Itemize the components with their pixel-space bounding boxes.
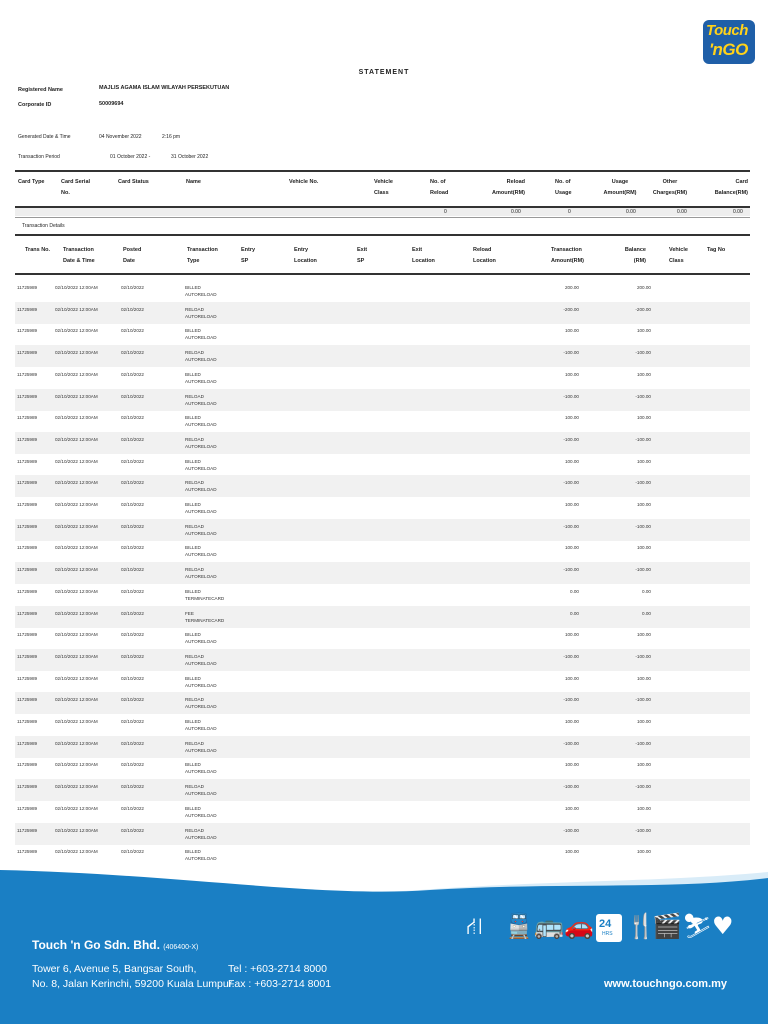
tx-balance: -100.00: [635, 784, 651, 790]
tx-posted-date: 02/10/2022: [121, 328, 144, 334]
summary-no-reload: 0: [444, 209, 447, 215]
tx-trans-no: 11725989: [17, 458, 38, 464]
tx-trans-no: 11725989: [17, 653, 38, 659]
reload-amount-header: Reload Amount(RM): [492, 179, 525, 196]
tx-posted-date: 02/10/2022: [121, 480, 144, 486]
card-summary-row: [15, 208, 750, 216]
tx-datetime-header: Transaction Date & Time: [63, 247, 95, 264]
tx-amount: 100.00: [564, 675, 579, 681]
card-balance-header: Card Balance(RM): [714, 179, 748, 196]
tx-type: BILLED AUTORELOAD: [185, 328, 217, 341]
website-link[interactable]: www.touchngo.com.my: [604, 978, 728, 990]
tx-amount: 100.00: [564, 328, 579, 334]
tx-datetime: 02/10/2022 12:00AM: [55, 502, 98, 507]
tx-posted-date: 02/10/2022: [121, 371, 144, 377]
bus-icon: 🚌: [534, 912, 564, 940]
tx-vehicle-class-header: Vehicle Class: [669, 247, 688, 264]
reload-location-header: Reload Location: [473, 247, 496, 264]
table-row: [15, 649, 750, 671]
tx-type: BILLED AUTORELOAD: [185, 805, 217, 818]
recreation-icon: ⛷: [682, 912, 713, 940]
tx-trans-no: 11725989: [17, 567, 38, 573]
tx-amount: 100.00: [564, 458, 579, 464]
tx-trans-no: 11725989: [17, 306, 38, 312]
tx-datetime: 02/10/2022 12:00AM: [55, 719, 98, 724]
heart-icon: ♥: [712, 912, 734, 940]
food-icon: 🍴: [626, 912, 656, 940]
tx-posted-date: 02/10/2022: [121, 567, 144, 573]
tx-amount: 200.00: [564, 285, 579, 290]
tx-amount: 100.00: [564, 415, 579, 421]
table-row: [15, 823, 750, 845]
tx-type: RELOAD AUTORELOAD: [185, 480, 217, 493]
company-name: Touch 'n Go Sdn. Bhd. (406400-X): [32, 938, 199, 952]
summary-usage-amount: 0.00: [626, 209, 636, 215]
tx-datetime: 02/10/2022 12:00AM: [55, 653, 98, 659]
tx-type: RELOAD AUTORELOAD: [185, 306, 217, 319]
tx-trans-no: 11725989: [17, 523, 38, 529]
summary-card-balance: 0.00: [733, 209, 743, 215]
no-usage-header: No. of Usage: [555, 179, 572, 196]
tx-type: BILLED AUTORELOAD: [185, 502, 217, 514]
tx-trans-no: 11725989: [17, 762, 38, 768]
table-row: [15, 736, 750, 758]
tx-type: RELOAD AUTORELOAD: [185, 523, 217, 536]
tx-trans-no: 11725989: [17, 393, 38, 399]
tx-trans-no: 11725989: [17, 502, 38, 507]
registered-name-value: MAJLIS AGAMA ISLAM WILAYAH PERSEKUTUAN: [99, 85, 230, 91]
entry-sp-header: Entry SP: [241, 247, 256, 264]
tx-posted-date: 02/10/2022: [121, 805, 144, 811]
table-row: [15, 302, 750, 324]
tx-amount: -100.00: [563, 740, 579, 746]
tx-amount: 0.00: [570, 588, 579, 594]
table-row: [15, 475, 750, 497]
generated-time: 2:16 pm: [162, 134, 181, 140]
tx-trans-no: 11725989: [17, 610, 38, 616]
name-header: Name: [186, 179, 201, 185]
tx-amount: 100.00: [564, 805, 579, 811]
tx-datetime: 02/10/2022 12:00AM: [55, 480, 98, 486]
card-type-header: Card Type: [18, 179, 45, 185]
table-row: [15, 606, 750, 628]
tx-trans-no: 11725989: [17, 480, 38, 486]
tx-datetime: 02/10/2022 12:00AM: [55, 523, 98, 529]
tx-datetime: 02/10/2022 12:00AM: [55, 849, 98, 855]
tx-amount: -100.00: [563, 784, 579, 790]
tx-posted-date: 02/10/2022: [121, 849, 144, 855]
tx-datetime: 02/10/2022 12:00AM: [55, 545, 98, 551]
tx-datetime: 02/10/2022 12:00AM: [55, 328, 98, 334]
table-row: [15, 779, 750, 801]
tx-balance: -100.00: [635, 740, 651, 746]
tx-balance: 100.00: [636, 502, 651, 507]
summary-other-charges: 0.00: [677, 209, 687, 215]
tx-balance: 100.00: [636, 719, 651, 724]
tx-amount: -100.00: [563, 393, 579, 399]
tx-balance: 0.00: [642, 610, 651, 616]
corporate-id-label: Corporate ID: [18, 102, 52, 108]
tx-balance: -100.00: [635, 436, 651, 442]
tx-posted-date: 02/10/2022: [121, 502, 144, 507]
tx-trans-no: 11725989: [17, 827, 38, 833]
tx-datetime: 02/10/2022 12:00AM: [55, 632, 98, 638]
table-row: [15, 584, 750, 606]
tx-trans-no: 11725989: [17, 697, 38, 703]
tx-balance: -100.00: [635, 480, 651, 486]
tx-amount: -100.00: [563, 350, 579, 356]
tx-datetime: 02/10/2022 12:00AM: [55, 567, 98, 573]
tx-trans-no: 11725989: [17, 436, 38, 442]
table-row: [15, 519, 750, 541]
table-row: [15, 454, 750, 476]
summary-no-usage: 0: [568, 209, 571, 215]
tx-balance: 100.00: [636, 545, 651, 551]
tx-amount: 100.00: [564, 762, 579, 768]
tx-type-header: Transaction Type: [187, 247, 218, 264]
tx-posted-date: 02/10/2022: [121, 436, 144, 442]
tx-trans-no: 11725989: [17, 350, 38, 356]
tx-balance: -100.00: [635, 393, 651, 399]
tx-balance: 100.00: [636, 371, 651, 377]
tx-amount: 100.00: [564, 545, 579, 551]
tx-posted-date: 02/10/2022: [121, 350, 144, 356]
tx-datetime: 02/10/2022 12:00AM: [55, 610, 98, 616]
tx-type: BILLED AUTORELOAD: [185, 632, 217, 645]
tx-trans-no: 11725989: [17, 415, 38, 421]
tx-posted-date: 02/10/2022: [121, 523, 144, 529]
table-row: [15, 671, 750, 693]
tx-posted-date: 02/10/2022: [121, 415, 144, 421]
usage-amount-header: Usage Amount(RM): [603, 179, 637, 196]
tx-trans-no: 11725989: [17, 545, 38, 551]
tx-datetime: 02/10/2022 12:00AM: [55, 415, 98, 421]
cinema-icon: 🎬: [652, 912, 682, 940]
table-row: [15, 432, 750, 454]
tx-amount: -100.00: [563, 436, 579, 442]
tx-posted-date: 02/10/2022: [121, 306, 144, 312]
tx-datetime: 02/10/2022 12:00AM: [55, 306, 98, 312]
footer-icons: [464, 912, 744, 946]
tx-trans-no: 11725989: [17, 675, 38, 681]
tx-balance: 200.00: [636, 285, 651, 290]
tx-datetime: 02/10/2022 12:00AM: [55, 784, 98, 790]
tx-balance: -100.00: [635, 827, 651, 833]
tx-datetime: 02/10/2022 12:00AM: [55, 393, 98, 399]
tx-table-header-rule: [15, 273, 750, 275]
table-row: [15, 497, 750, 519]
tx-type: BILLED AUTORELOAD: [185, 415, 217, 428]
posted-date-header: Posted Date: [123, 247, 142, 264]
summary-reload-amount: 0.00: [511, 209, 521, 215]
tx-amount: 100.00: [564, 502, 579, 507]
card-serial-header: Card Serial No.: [61, 179, 91, 196]
tx-type: BILLED AUTORELOAD: [185, 675, 217, 688]
tx-balance: 100.00: [636, 675, 651, 681]
tx-amount: -200.00: [563, 306, 579, 312]
tx-trans-no: 11725989: [17, 632, 38, 638]
tx-datetime: 02/10/2022 12:00AM: [55, 458, 98, 464]
tx-amount: -100.00: [563, 827, 579, 833]
highway-icon: ⛙: [466, 912, 483, 940]
tx-amount: 100.00: [564, 849, 579, 855]
tx-datetime: 02/10/2022 12:00AM: [55, 350, 98, 356]
tx-type: BILLED AUTORELOAD: [185, 719, 217, 731]
vehicle-no-header: Vehicle No.: [289, 179, 319, 185]
tx-amount: 0.00: [570, 610, 579, 616]
tx-posted-date: 02/10/2022: [121, 545, 144, 551]
tx-trans-no: 11725989: [17, 805, 38, 811]
table-row: [15, 627, 750, 649]
car-icon: 🚗: [564, 912, 594, 940]
table-row: [15, 844, 750, 866]
tx-datetime: 02/10/2022 12:00AM: [55, 371, 98, 377]
table-row: [15, 801, 750, 823]
tx-trans-no: 11725989: [17, 285, 38, 290]
tx-type: BILLED AUTORELOAD: [185, 849, 217, 862]
tx-type: RELOAD AUTORELOAD: [185, 827, 217, 840]
trans-no-header: Trans No.: [25, 247, 51, 253]
page-title: STATEMENT: [358, 69, 410, 76]
tx-trans-no: 11725989: [17, 371, 38, 377]
tx-type: BILLED AUTORELOAD: [185, 458, 217, 471]
tx-type: BILLED AUTORELOAD: [185, 545, 217, 558]
tx-datetime: 02/10/2022 12:00AM: [55, 697, 98, 703]
tx-datetime: 02/10/2022 12:00AM: [55, 285, 98, 290]
tx-balance: -100.00: [635, 350, 651, 356]
table-row: [15, 757, 750, 779]
tag-no-header: Tag No: [707, 247, 726, 253]
tx-balance: 0.00: [642, 588, 651, 594]
company-contacts: Tel : +603-2714 8000 Fax : +603-2714 8001: [228, 963, 332, 990]
tx-datetime: 02/10/2022 12:00AM: [55, 827, 98, 833]
no-reload-header: No. of Reload: [430, 179, 449, 196]
tx-type: RELOAD AUTORELOAD: [185, 697, 217, 710]
tx-balance: 100.00: [636, 328, 651, 334]
tx-amount: -100.00: [563, 480, 579, 486]
entry-location-header: Entry Location: [294, 247, 317, 264]
tx-type: RELOAD AUTORELOAD: [185, 436, 217, 449]
tx-balance: 100.00: [636, 632, 651, 638]
period-to: 31 October 2022: [171, 154, 209, 160]
tx-type: BILLED AUTORELOAD: [185, 285, 217, 297]
24hrs-icon: 24 HRS: [596, 914, 622, 942]
tx-amount: -100.00: [563, 697, 579, 703]
other-charges-header: Other Charges(RM): [652, 179, 688, 196]
tx-trans-no: 11725989: [17, 588, 38, 594]
tx-balance: 100.00: [636, 762, 651, 768]
tx-balance: 100.00: [636, 415, 651, 421]
tx-posted-date: 02/10/2022: [121, 588, 144, 594]
table-row: [15, 714, 750, 736]
exit-sp-header: Exit SP: [357, 247, 368, 264]
tx-posted-date: 02/10/2022: [121, 393, 144, 399]
tx-posted-date: 02/10/2022: [121, 653, 144, 659]
card-status-header: Card Status: [118, 179, 149, 185]
table-row: [15, 410, 750, 432]
tx-trans-no: 11725989: [17, 849, 38, 855]
tx-balance: -100.00: [635, 697, 651, 703]
tx-posted-date: 02/10/2022: [121, 697, 144, 703]
corporate-id-value: 50009694: [99, 101, 124, 107]
tx-balance: 100.00: [636, 458, 651, 464]
generated-label: Generated Date & Time: [18, 134, 71, 140]
tx-posted-date: 02/10/2022: [121, 784, 144, 790]
table-row: [15, 692, 750, 714]
tx-table-top-rule: [15, 234, 750, 236]
tx-amount: 100.00: [564, 719, 579, 724]
tx-type: RELOAD AUTORELOAD: [185, 393, 217, 406]
transaction-details-label: Transaction Details: [22, 223, 65, 229]
summary-bottom-rule: [15, 217, 750, 218]
period-from: 01 October 2022 -: [110, 154, 151, 160]
table-row: [15, 389, 750, 411]
tx-datetime: 02/10/2022 12:00AM: [55, 805, 98, 811]
logo-line1: Touch: [706, 22, 748, 39]
tx-amount: -100.00: [563, 523, 579, 529]
tx-amount-header: Transaction Amount(RM): [551, 247, 584, 264]
tx-balance: -100.00: [635, 653, 651, 659]
table-row: [15, 540, 750, 562]
balance-header: Balance (RM): [624, 247, 646, 264]
tx-posted-date: 02/10/2022: [121, 632, 144, 638]
tx-posted-date: 02/10/2022: [121, 762, 144, 768]
tx-posted-date: 02/10/2022: [121, 675, 144, 681]
exit-location-header: Exit Location: [412, 247, 435, 264]
train-icon: 🚆: [504, 912, 534, 940]
tx-posted-date: 02/10/2022: [121, 610, 144, 616]
tx-type: FEE TERMINATECARD: [185, 610, 225, 623]
table-row: [15, 367, 750, 389]
tx-type: RELOAD AUTORELOAD: [185, 740, 217, 753]
table-row: [15, 345, 750, 367]
tx-datetime: 02/10/2022 12:00AM: [55, 588, 98, 594]
tx-posted-date: 02/10/2022: [121, 458, 144, 464]
tx-balance: -100.00: [635, 567, 651, 573]
tx-posted-date: 02/10/2022: [121, 285, 144, 290]
tx-amount: -100.00: [563, 653, 579, 659]
tx-datetime: 02/10/2022 12:00AM: [55, 740, 98, 746]
tx-type: BILLED AUTORELOAD: [185, 371, 217, 384]
tx-posted-date: 02/10/2022: [121, 740, 144, 746]
tx-balance: 100.00: [636, 805, 651, 811]
tx-trans-no: 11725989: [17, 328, 38, 334]
tx-trans-no: 11725989: [17, 784, 38, 790]
tx-datetime: 02/10/2022 12:00AM: [55, 762, 98, 768]
tx-posted-date: 02/10/2022: [121, 719, 144, 724]
tx-datetime: 02/10/2022 12:00AM: [55, 436, 98, 442]
tx-amount: -100.00: [563, 567, 579, 573]
tx-balance: -200.00: [635, 306, 651, 312]
generated-date: 04 November 2022: [99, 134, 142, 140]
table-row: [15, 323, 750, 345]
tx-type: RELOAD AUTORELOAD: [185, 784, 217, 797]
logo-line2: 'nGO: [709, 40, 748, 59]
tx-amount: 100.00: [564, 632, 579, 638]
tx-balance: -100.00: [635, 523, 651, 529]
tx-type: RELOAD AUTORELOAD: [185, 567, 217, 580]
tx-type: BILLED TERMINATECARD: [185, 588, 225, 601]
tx-trans-no: 11725989: [17, 740, 38, 746]
tx-datetime: 02/10/2022 12:00AM: [55, 675, 98, 681]
tx-type: RELOAD AUTORELOAD: [185, 350, 217, 363]
tx-amount: 100.00: [564, 371, 579, 377]
registered-name-label: Registered Name: [18, 87, 63, 93]
tx-type: RELOAD AUTORELOAD: [185, 653, 217, 666]
tx-type: BILLED AUTORELOAD: [185, 762, 217, 775]
touchngo-logo: [703, 20, 755, 64]
tx-trans-no: 11725989: [17, 719, 38, 724]
table-row: [15, 562, 750, 584]
card-table-top-rule: [15, 170, 750, 172]
company-address: Tower 6, Avenue 5, Bangsar South, No. 8, Jalan Kerinchi, 59200 Kuala Lumpur.: [32, 963, 235, 990]
vehicle-class-header: Vehicle Class: [374, 179, 393, 196]
tx-balance: 100.00: [636, 849, 651, 855]
period-label: Transaction Period: [18, 154, 60, 160]
table-row: [15, 280, 750, 302]
tx-posted-date: 02/10/2022: [121, 827, 144, 833]
